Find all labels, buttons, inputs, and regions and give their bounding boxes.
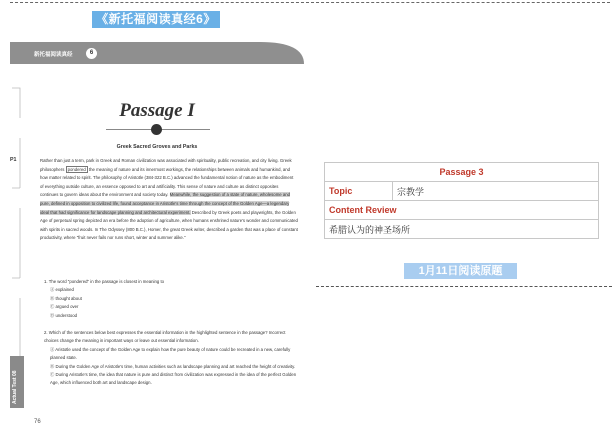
question-1-option[interactable]: Ⓓ understood [50,312,77,318]
passage-review-table [324,162,599,239]
boxed-vocab-word: pondered [67,166,86,172]
date-banner: 1月11日阅读原题 [404,263,517,279]
side-tab-label: Actual Test 08 [12,370,18,404]
page-header [10,38,304,64]
content-review-label: Content Review [325,201,599,220]
question-1-option[interactable]: Ⓒ argued over [50,304,79,310]
paragraph-text-part1: Rather than just a term, park in Greek and Roman civilization was associated with spirituality, public recreation, and city living. Greek philosophers [40,158,292,172]
table-row [325,201,599,220]
question-2-option[interactable]: Ⓒ During Aristotle's time, the idea that nature is pure and distinct from civilization was expressed in the idea of the perfect Golden Age, which influenced both art and landscape design. [50,372,297,386]
passage-subtitle: Greek Sacred Groves and Parks [116,144,198,150]
table-row [325,220,599,239]
passage-paragraph [40,157,298,243]
review-heading: Passage 3 [325,163,599,182]
passage-title: Passage I [119,100,195,121]
header-book-title: 新托福阅读真经 [34,52,73,58]
table-row [325,163,599,182]
top-dashed-divider [10,2,610,3]
table-row [325,182,599,201]
content-review-value: 希腊认为的神圣场所 [325,220,599,239]
page-number: 76 [34,419,41,425]
topic-label: Topic [325,182,393,201]
highlighted-sentence: Meanwhile, the suggestion of a state of nature, wholesome and pure, defined in opposition to civilized life, found acceptance in Aristotle's time through the concept of the Golden Age—a legendary ideal that had significance for landscape planning and architectural experiment. [40,192,291,215]
question-2-option[interactable]: Ⓐ Aristotle used the concept of the Golden Age to explain how the pure beauty of nature could be recreated in a new, carefully planned state. [50,346,291,361]
scanned-book-page [10,38,304,438]
question-1-option[interactable]: Ⓑ thought about [50,295,82,301]
header-volume-badge: 6 [86,48,97,59]
question-1 [44,278,300,320]
question-1-stem: 1. The word "pondered" in the passage is closest in meaning to [44,279,165,284]
question-2-option[interactable]: Ⓑ During the Golden Age of Aristotle's time, human activities such as landscape planning and art reached the height of creativity. [50,363,296,369]
right-dashed-divider [316,286,612,287]
question-1-boxed-word: pondered [69,279,88,284]
paragraph-label: P1 [10,157,17,163]
paragraph-text-part3: Described by Greek poets and playwrights, the Golden Age of perpetual spring depicted an era before the adoption of agriculture, when humans enshrined nature's wonder and communicated with spirits in sacred woods. In The Odyssey (800 B.C.), Homer, the great Greek writer, described a garden that was a place of constant productivity, where "fruit never fails nor runs short, winter and summer alike." [40,209,298,241]
question-2-stem: 2. Which of the sentences below best expresses the essential information in the highlighted sentence in the passage? Incorrect choices change the meaning in important ways or leave out essential information. [44,330,286,344]
topic-value: 宗教学 [393,182,599,201]
actual-test-side-tab [10,356,24,408]
title-ornament-icon [151,124,162,135]
margin-bracket-lines [10,78,24,398]
question-1-option[interactable]: Ⓐ explained [50,287,74,293]
paragraph-text-part2: the meaning of nature and its innermost workings, the relationships between animals and humankind, and how matter related to spirit. The philosophy of Aristotle (384-322 B.C.) advanced the fundamental notion of nature as the embodiment of everything outside culture, an essence opposed to art and artificiality. This sense of nature and culture as distinct opposites continues to govern ideas about the environment and society today. [40,166,294,198]
book-title-banner: 《新托福阅读真经6》 [92,11,220,28]
question-2 [44,329,300,388]
